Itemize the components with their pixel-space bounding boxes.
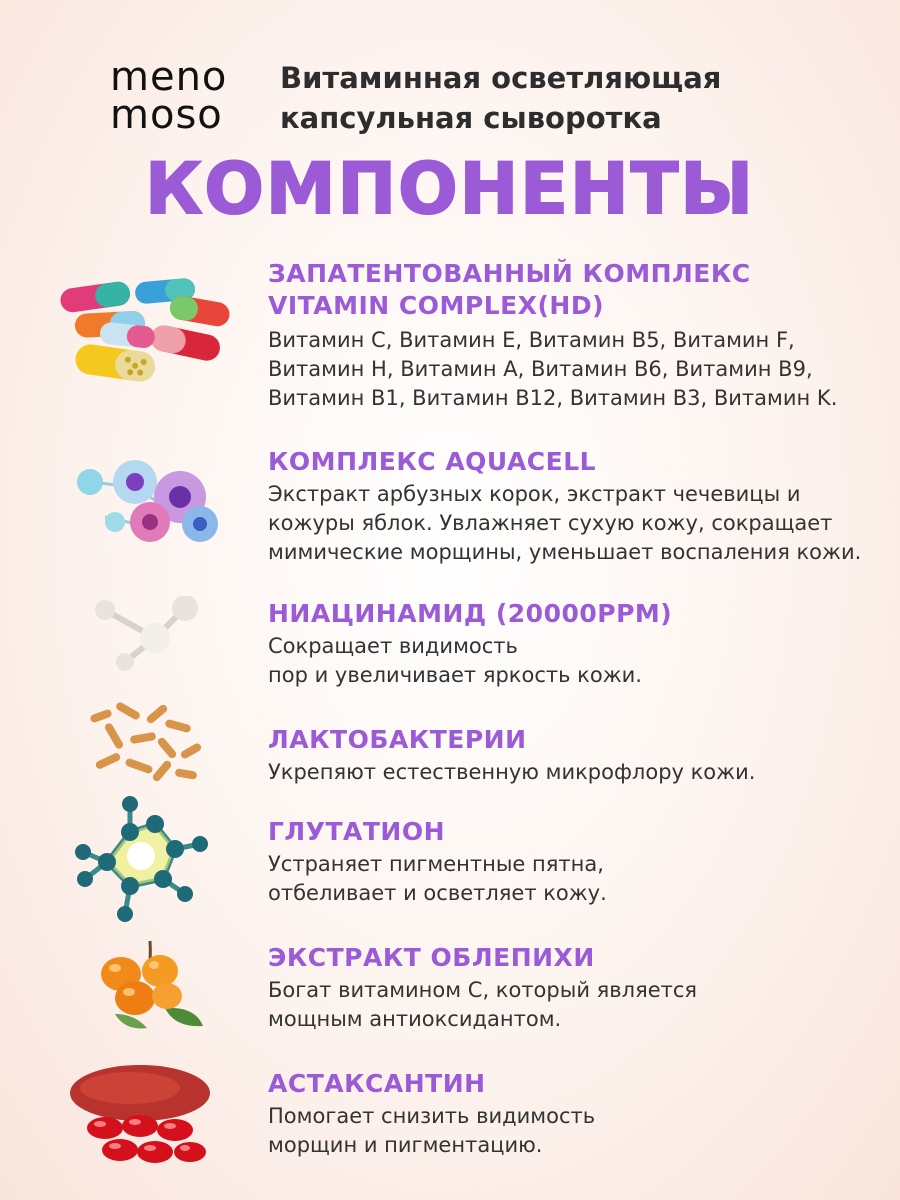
description-line: Помогает снизить видимость <box>268 1104 596 1128</box>
description-line: Сокращает видимость <box>268 634 518 658</box>
molecule-icon <box>55 596 235 676</box>
component-text <box>268 724 898 787</box>
component-description <box>268 758 898 787</box>
description-line: пор и увеличивает яркость кожи. <box>268 663 642 687</box>
description-line: Витамин C, Витамин E, Витамин B5, Витамин F, <box>268 328 795 352</box>
component-text <box>268 942 898 1034</box>
component-text <box>268 258 898 413</box>
component-title: ЭКСТРАКТ ОБЛЕПИХИ <box>268 943 595 972</box>
component-title-line2: VITAMIN COMPLEX(HD) <box>268 291 605 320</box>
component-title: ГЛУТАТИОН <box>268 817 446 846</box>
description-line: Витамин B1, Витамин B12, Витамин B3, Витамин K. <box>268 386 838 410</box>
component-title: АСТАКСАНТИН <box>268 1069 486 1098</box>
brand-logo-line2: moso <box>110 92 223 138</box>
subtitle-line2: капсульная сыворотка <box>280 101 662 135</box>
component-text <box>268 816 898 908</box>
component-text <box>268 446 898 567</box>
description-line: Богат витамином С, который является <box>268 978 698 1002</box>
component-title: ЗАПАТЕНТОВАННЫЙ КОМПЛЕКС <box>268 259 751 288</box>
component-description <box>268 326 898 413</box>
component-description <box>268 850 898 908</box>
description-line: отбеливает и осветляет кожу. <box>268 881 607 905</box>
brand-logo-line1: meno <box>110 54 228 100</box>
description-line: Экстракт арбузных корок, экстракт чечевицы и <box>268 482 801 506</box>
component-text <box>268 598 898 690</box>
glutathione-molecule-icon <box>55 794 235 929</box>
sea-buckthorn-icon <box>55 936 235 1031</box>
description-line: Устраняет пигментные пятна, <box>268 852 604 876</box>
component-description <box>268 632 898 690</box>
description-line: Витамин H, Витамин A, Витамин B6, Витамин B9, <box>268 357 813 381</box>
component-text <box>268 1068 898 1160</box>
component-description <box>268 976 898 1034</box>
header <box>110 54 810 138</box>
component-description <box>268 480 898 567</box>
lactobacteria-icon <box>55 702 235 787</box>
subtitle-line1: Витаминная осветляющая <box>280 61 722 95</box>
component-description <box>268 1102 898 1160</box>
description-line: Укрепяют естественную микрофлору кожи. <box>268 760 756 784</box>
component-title: НИАЦИНАМИД (20000PPM) <box>268 599 673 628</box>
brand-logo <box>110 54 228 138</box>
capsules-icon <box>55 270 235 390</box>
product-subtitle <box>280 58 721 138</box>
description-line: кожуры яблок. Увлажняет сухую кожу, сокращает <box>268 511 833 535</box>
component-title: ЛАКТОБАКТЕРИИ <box>268 725 527 754</box>
page-title: КОМПОНЕНТЫ <box>145 148 755 230</box>
description-line: мощным антиоксидантом. <box>268 1007 562 1031</box>
astaxanthin-icon <box>55 1058 235 1168</box>
description-line: морщин и пигментацию. <box>268 1133 543 1157</box>
description-line: мимические морщины, уменьшает воспаления кожи. <box>268 540 862 564</box>
component-title: КОМПЛЕКС AQUACELL <box>268 447 597 476</box>
cells-icon <box>55 452 235 562</box>
